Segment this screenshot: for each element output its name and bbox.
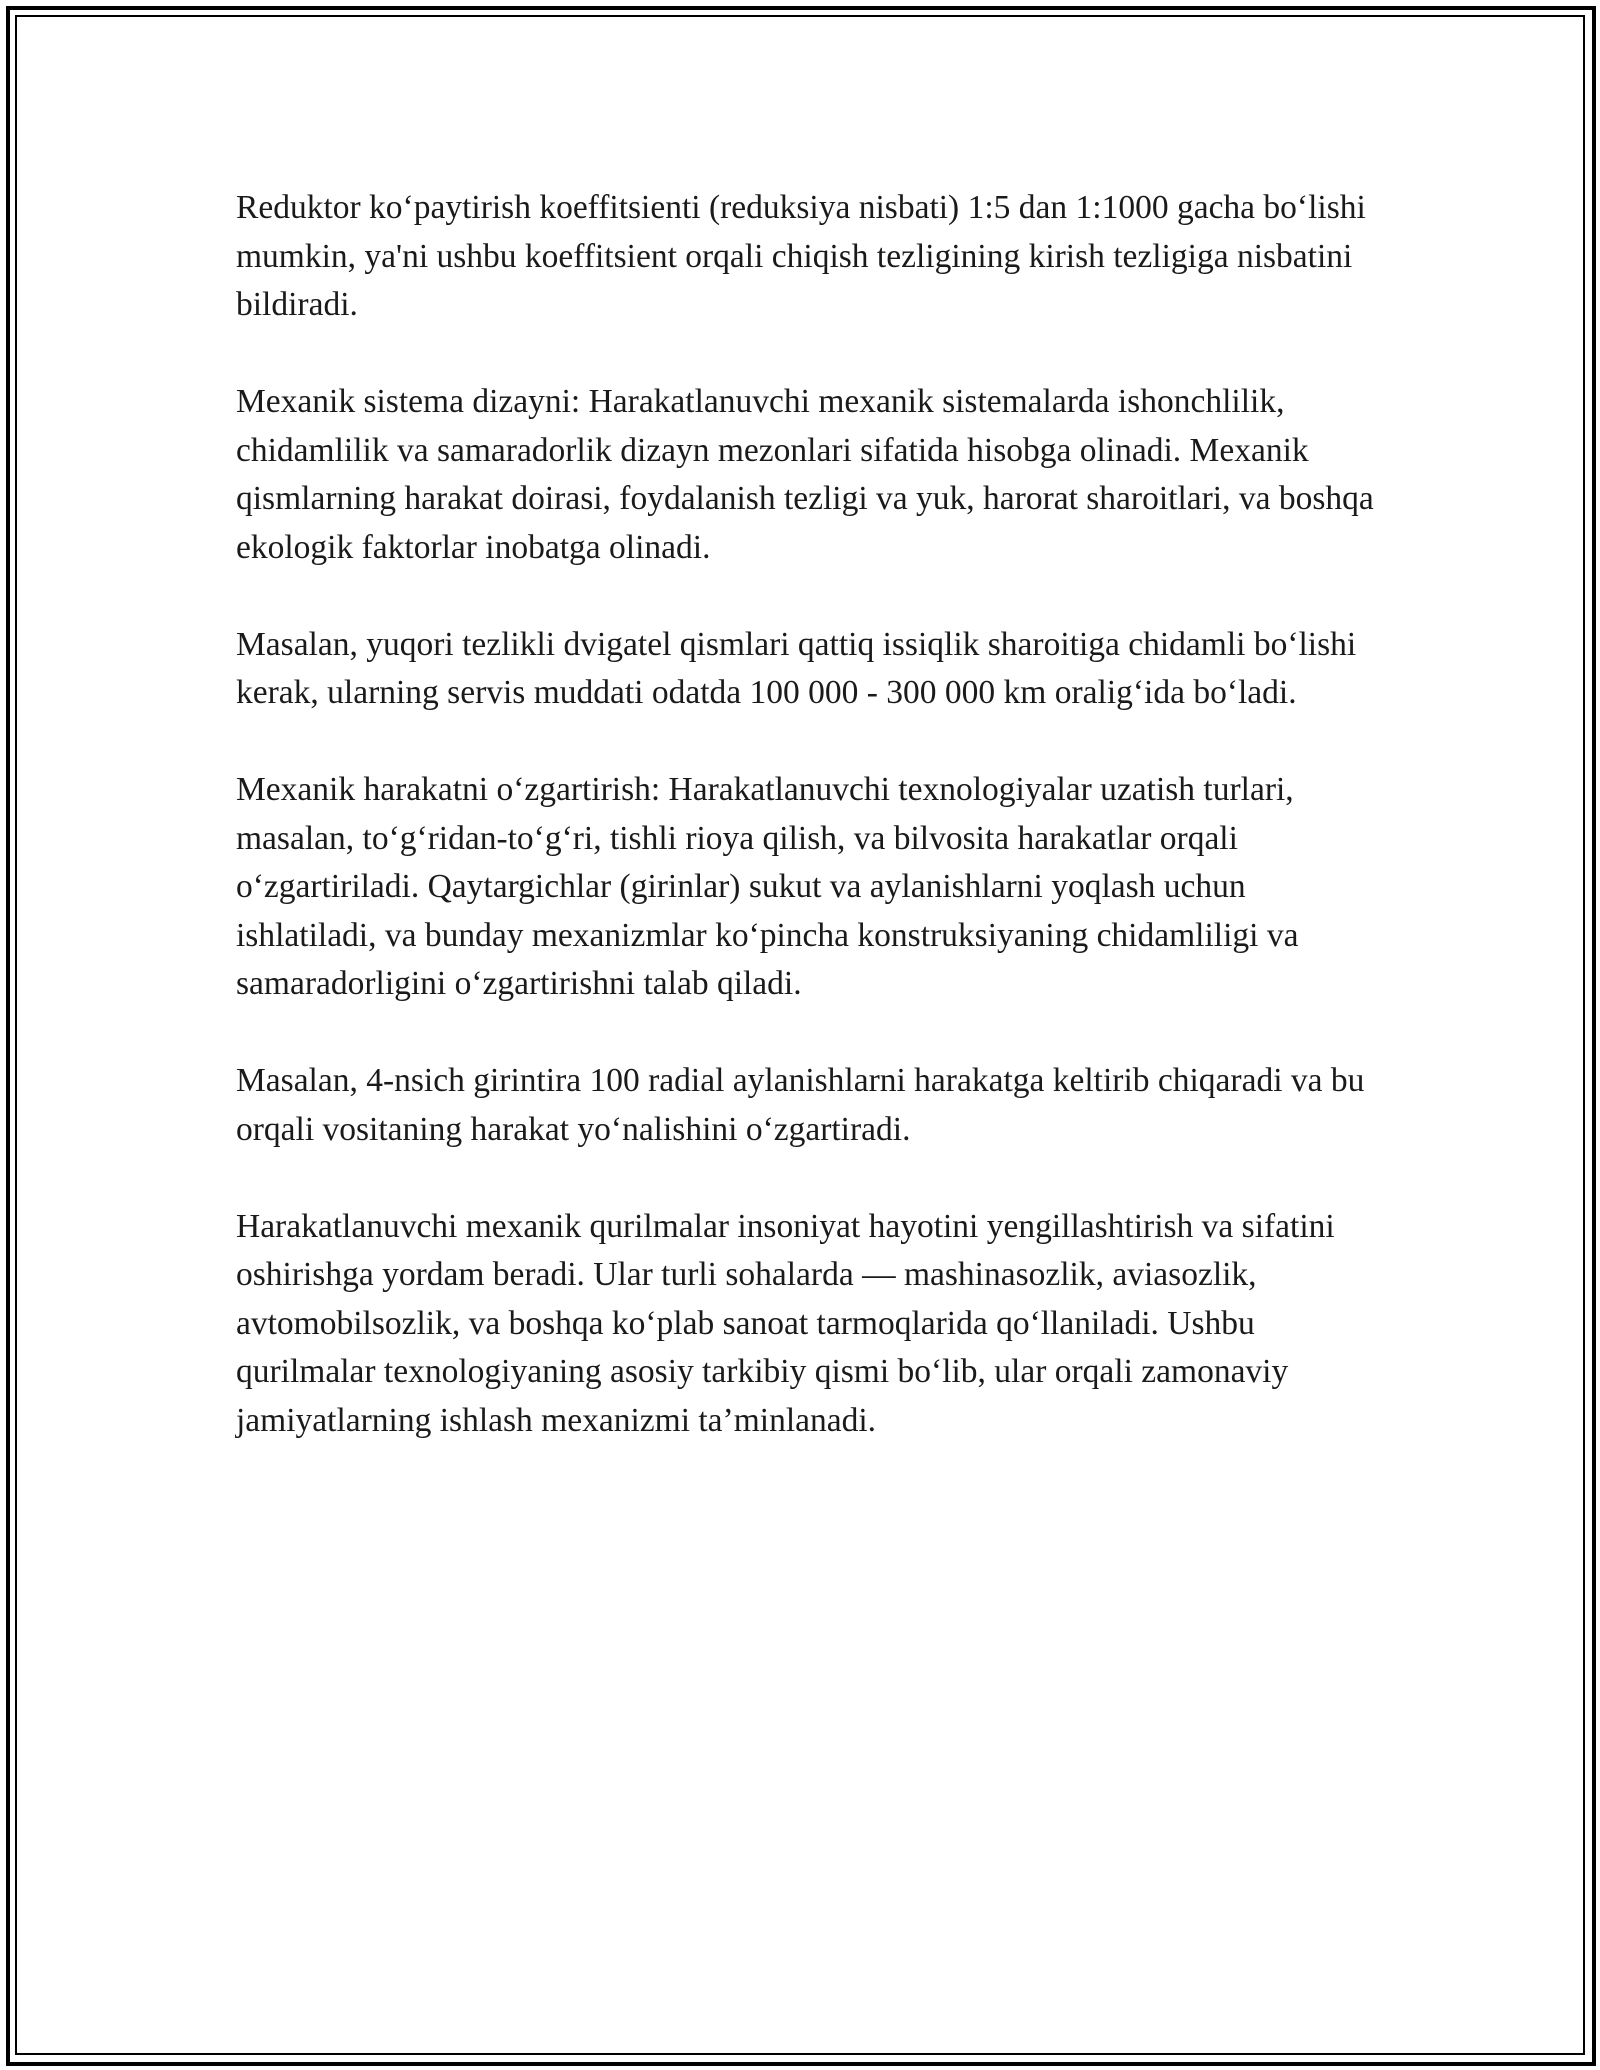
paragraph-gear-example: Masalan, 4-nsich girintira 100 radial aylanishlarni harakatga keltirib chiqaradi va bu orqali vositaning harakat yo‘nalishini o‘zgartiradi. <box>236 1062 1365 1148</box>
paragraph-conclusion: Harakatlanuvchi mexanik qurilmalar insoniyat hayotini yengillashtirish va sifatini oshirishga yordam beradi. Ular turli sohalarda — mashinasozlik, aviasozlik, avtomobilsozlik, va boshqa ko‘plab sanoat tarmoqlarida qo‘llaniladi. Ushbu qurilmalar texnologiyaning asosiy tarkibiy qismi bo‘lib, ular orqali zamonaviy jamiyatlarning ishlash mexanizmi ta’minlanadi. <box>236 1207 1335 1439</box>
paragraph-mechanical-system-design: Mexanik sistema dizayni: Harakatlanuvchi mexanik sistemalarda ishonchlilik, chidamlilik va samaradorlik dizayn mezonlari sifatida hisobga olinadi. Mexanik qismlarning harakat doirasi, foydalanish tezligi va yuk, harorat sharoitlari, va boshqa ekologik faktorlar inobatga olinadi. <box>236 383 1374 566</box>
document-body <box>236 184 1376 1445</box>
paragraph-engine-example: Masalan, yuqori tezlikli dvigatel qismlari qattiq issiqlik sharoitiga chidamli bo‘lishi kerak, ularning servis muddati odatda 100 000 - 300 000 km oralig‘ida bo‘ladi. <box>236 625 1357 711</box>
paragraph-reduktor-ratio: Reduktor ko‘paytirish koeffitsienti (reduksiya nisbati) 1:5 dan 1:1000 gacha bo‘lishi mumkin, ya'ni ushbu koeffitsient orqali chiqish tezligining kirish tezligiga nisbatini bildiradi. <box>236 189 1366 323</box>
paragraph-motion-conversion: Mexanik harakatni o‘zgartirish: Harakatlanuvchi texnologiyalar uzatish turlari, masalan, to‘g‘ridan-to‘g‘ri, tishli rioya qilish, va bilvosita harakatlar orqali o‘zgartiriladi. Qaytargichlar (girinlar) sukut va aylanishlarni yoqlash uchun ishlatiladi, va bunday mexanizmlar ko‘pincha konstruksiyaning chidamliligi va samaradorligini o‘zgartirishni talab qiladi. <box>236 771 1299 1002</box>
